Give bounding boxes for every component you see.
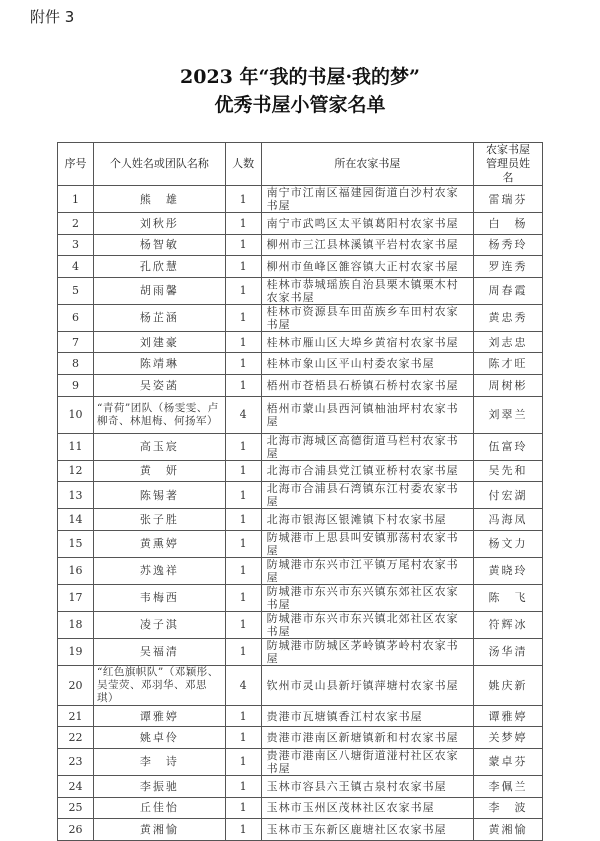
document-title: 2023 年“我的书屋·我的梦” <box>180 66 420 88</box>
cell-location: 桂林市雁山区大埠乡黄宿村农家书屋 <box>261 331 473 353</box>
table-body <box>58 186 543 841</box>
cell-name: 谭雅婷 <box>93 705 225 727</box>
table-row <box>58 460 543 482</box>
table-row <box>58 331 543 353</box>
cell-manager: 刘翠兰 <box>474 396 543 433</box>
header-manager: 农家书屋管理员姓名 <box>474 143 543 186</box>
cell-no: 8 <box>58 353 94 375</box>
cell-name: 丘佳怡 <box>93 797 225 819</box>
cell-name: 高玉宸 <box>93 433 225 460</box>
cell-count: 1 <box>225 727 261 749</box>
cell-count: 1 <box>225 304 261 331</box>
cell-manager: 周树彬 <box>474 374 543 396</box>
cell-count: 1 <box>225 584 261 611</box>
cell-no: 25 <box>58 797 94 819</box>
table-row <box>58 396 543 433</box>
table-row <box>58 584 543 611</box>
cell-manager: 白 杨 <box>474 213 543 235</box>
table-row <box>58 433 543 460</box>
cell-name: 陈靖琳 <box>93 353 225 375</box>
cell-count: 1 <box>225 775 261 797</box>
table-row <box>58 819 543 841</box>
table-header-row <box>58 143 543 186</box>
cell-manager: 黄晓玲 <box>474 557 543 584</box>
cell-name: 凌子淇 <box>93 611 225 638</box>
cell-name: 苏逸祥 <box>93 557 225 584</box>
cell-count: 1 <box>225 638 261 665</box>
cell-count: 1 <box>225 797 261 819</box>
table-row <box>58 611 543 638</box>
cell-count: 1 <box>225 482 261 509</box>
cell-manager: 陈 飞 <box>474 584 543 611</box>
cell-no: 18 <box>58 611 94 638</box>
cell-count: 1 <box>225 186 261 213</box>
cell-count: 1 <box>225 705 261 727</box>
table-row <box>58 797 543 819</box>
cell-count: 1 <box>225 748 261 775</box>
header-no: 序号 <box>58 143 94 186</box>
cell-location: 梧州市蒙山县西河镇柚油坪村农家书屋 <box>261 396 473 433</box>
cell-count: 1 <box>225 611 261 638</box>
cell-no: 3 <box>58 234 94 256</box>
cell-location: 防城港市上思县叫安镇那荡村农家书屋 <box>261 530 473 557</box>
cell-manager: 李 波 <box>474 797 543 819</box>
cell-location: 玉林市容县六王镇古泉村农家书屋 <box>261 775 473 797</box>
cell-location: 防城港市防城区茅岭镇茅岭村农家书屋 <box>261 638 473 665</box>
cell-location: 北海市合浦县党江镇亚桥村农家书屋 <box>261 460 473 482</box>
cell-count: 4 <box>225 665 261 705</box>
cell-name: 吴姿菡 <box>93 374 225 396</box>
cell-name: “青荷”团队（杨雯雯、卢柳奇、林旭梅、何扬军） <box>93 396 225 433</box>
cell-no: 21 <box>58 705 94 727</box>
table-row <box>58 530 543 557</box>
cell-no: 7 <box>58 331 94 353</box>
cell-count: 1 <box>225 277 261 304</box>
cell-no: 17 <box>58 584 94 611</box>
table-row <box>58 727 543 749</box>
cell-no: 9 <box>58 374 94 396</box>
cell-count: 1 <box>225 819 261 841</box>
document-subtitle: 优秀书屋小管家名单 <box>214 94 386 116</box>
cell-location: 北海市合浦县石湾镇东江村委农家书屋 <box>261 482 473 509</box>
cell-manager: 姚庆新 <box>474 665 543 705</box>
cell-no: 19 <box>58 638 94 665</box>
cell-name: 韦梅西 <box>93 584 225 611</box>
cell-location: 贵港市港南区八塘街道湴村社区农家书屋 <box>261 748 473 775</box>
table-row <box>58 304 543 331</box>
cell-manager: 冯海凤 <box>474 509 543 531</box>
cell-no: 16 <box>58 557 94 584</box>
cell-manager: 关梦婷 <box>474 727 543 749</box>
table-row <box>58 775 543 797</box>
cell-name: 黄熏婷 <box>93 530 225 557</box>
cell-manager: 李佩兰 <box>474 775 543 797</box>
cell-name: 黄 妍 <box>93 460 225 482</box>
cell-no: 4 <box>58 256 94 278</box>
cell-count: 1 <box>225 234 261 256</box>
cell-name: 杨智敏 <box>93 234 225 256</box>
cell-manager: 吴先和 <box>474 460 543 482</box>
cell-manager: 刘志忠 <box>474 331 543 353</box>
cell-manager: 罗连秀 <box>474 256 543 278</box>
table-row <box>58 256 543 278</box>
table-row <box>58 665 543 705</box>
cell-name: 杨芷涵 <box>93 304 225 331</box>
cell-no: 26 <box>58 819 94 841</box>
cell-name: 陈锡著 <box>93 482 225 509</box>
cell-name: 李振驰 <box>93 775 225 797</box>
cell-manager: 黄湘愉 <box>474 819 543 841</box>
cell-manager: 符辉冰 <box>474 611 543 638</box>
cell-no: 6 <box>58 304 94 331</box>
table-row <box>58 748 543 775</box>
table-row <box>58 557 543 584</box>
cell-location: 玉林市玉州区茂林社区农家书屋 <box>261 797 473 819</box>
table-row <box>58 213 543 235</box>
table-row <box>58 374 543 396</box>
cell-location: 南宁市江南区福建园街道白沙村农家书屋 <box>261 186 473 213</box>
cell-manager: 周春霞 <box>474 277 543 304</box>
cell-no: 23 <box>58 748 94 775</box>
cell-no: 15 <box>58 530 94 557</box>
table-row <box>58 186 543 213</box>
cell-count: 1 <box>225 256 261 278</box>
cell-name: 张子胜 <box>93 509 225 531</box>
cell-name: 刘秋彤 <box>93 213 225 235</box>
cell-location: 玉林市玉东新区鹿塘社区农家书屋 <box>261 819 473 841</box>
cell-no: 5 <box>58 277 94 304</box>
attachment-label: 附件 3 <box>30 8 75 26</box>
cell-no: 14 <box>58 509 94 531</box>
cell-location: 桂林市象山区平山村委农家书屋 <box>261 353 473 375</box>
cell-count: 1 <box>225 331 261 353</box>
cell-count: 1 <box>225 374 261 396</box>
cell-location: 柳州市鱼峰区雒容镇大正村农家书屋 <box>261 256 473 278</box>
header-location: 所在农家书屋 <box>261 143 473 186</box>
cell-location: 桂林市恭城瑶族自治县栗木镇栗木村农家书屋 <box>261 277 473 304</box>
cell-manager: 蒙卓芬 <box>474 748 543 775</box>
cell-name: 熊 雄 <box>93 186 225 213</box>
cell-no: 22 <box>58 727 94 749</box>
cell-count: 1 <box>225 557 261 584</box>
cell-count: 1 <box>225 509 261 531</box>
cell-location: 防城港市东兴市江平镇万尾村农家书屋 <box>261 557 473 584</box>
table-row <box>58 638 543 665</box>
cell-no: 24 <box>58 775 94 797</box>
cell-location: 贵港市瓦塘镇香江村农家书屋 <box>261 705 473 727</box>
cell-name: 胡雨馨 <box>93 277 225 304</box>
cell-location: 北海市银海区银滩镇下村农家书屋 <box>261 509 473 531</box>
header-count: 人数 <box>225 143 261 186</box>
table-row <box>58 705 543 727</box>
cell-no: 1 <box>58 186 94 213</box>
cell-manager: 付宏湖 <box>474 482 543 509</box>
cell-location: 防城港市东兴市东兴镇北郊社区农家书屋 <box>261 611 473 638</box>
cell-count: 1 <box>225 460 261 482</box>
cell-name: 姚卓伶 <box>93 727 225 749</box>
cell-count: 1 <box>225 213 261 235</box>
cell-location: 桂林市资源县车田苗族乡车田村农家书屋 <box>261 304 473 331</box>
cell-count: 1 <box>225 353 261 375</box>
cell-name: 李 诗 <box>93 748 225 775</box>
table-row <box>58 482 543 509</box>
cell-location: 柳州市三江县林溪镇平岩村农家书屋 <box>261 234 473 256</box>
cell-count: 1 <box>225 530 261 557</box>
cell-manager: 雷瑞芬 <box>474 186 543 213</box>
cell-name: 孔欣慧 <box>93 256 225 278</box>
cell-manager: 杨秀玲 <box>474 234 543 256</box>
cell-location: 南宁市武鸣区太平镇葛阳村农家书屋 <box>261 213 473 235</box>
award-list-table <box>57 142 543 841</box>
table-row <box>58 509 543 531</box>
cell-no: 11 <box>58 433 94 460</box>
cell-no: 12 <box>58 460 94 482</box>
cell-location: 梧州市苍梧县石桥镇石桥村农家书屋 <box>261 374 473 396</box>
table-row <box>58 277 543 304</box>
cell-count: 4 <box>225 396 261 433</box>
cell-location: 钦州市灵山县新圩镇萍塘村农家书屋 <box>261 665 473 705</box>
cell-no: 20 <box>58 665 94 705</box>
cell-name: “红色旗帜队”（邓颖彤、吴莹荧、邓羽华、邓思琪） <box>93 665 225 705</box>
table-row <box>58 353 543 375</box>
cell-manager: 汤华清 <box>474 638 543 665</box>
cell-no: 2 <box>58 213 94 235</box>
cell-manager: 谭雅婷 <box>474 705 543 727</box>
cell-location: 贵港市港南区新塘镇新和村农家书屋 <box>261 727 473 749</box>
cell-name: 黄湘愉 <box>93 819 225 841</box>
cell-name: 刘建豪 <box>93 331 225 353</box>
table-row <box>58 234 543 256</box>
cell-manager: 伍富玲 <box>474 433 543 460</box>
cell-manager: 陈才旺 <box>474 353 543 375</box>
cell-location: 北海市海城区高德街道马栏村农家书屋 <box>261 433 473 460</box>
cell-name: 吴福清 <box>93 638 225 665</box>
cell-location: 防城港市东兴市东兴镇东郊社区农家书屋 <box>261 584 473 611</box>
header-name: 个人姓名或团队名称 <box>93 143 225 186</box>
cell-manager: 杨文力 <box>474 530 543 557</box>
cell-no: 13 <box>58 482 94 509</box>
cell-count: 1 <box>225 433 261 460</box>
cell-manager: 黄忠秀 <box>474 304 543 331</box>
cell-no: 10 <box>58 396 94 433</box>
